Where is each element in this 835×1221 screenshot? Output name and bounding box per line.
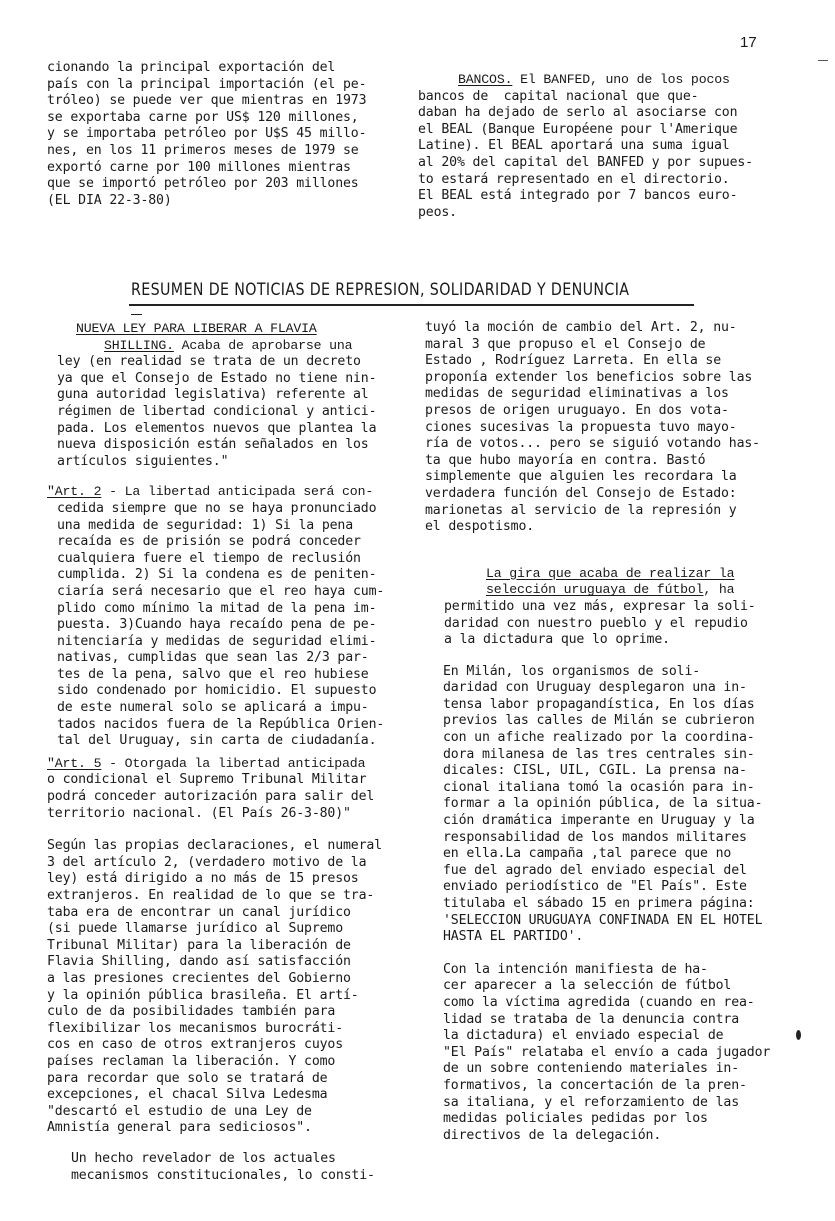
article1-body: ley (en realidad se trata de un decreto ya que el Consejo de Estado no tiene nin- guna autoridad legislativa) referente al régimen de libertad condicional y antici- pada. Los elementos nuevos que plantea la nueva disposición están señalados en los artículos siguientes." — [57, 354, 377, 469]
bancos-heading: BANCOS. — [458, 72, 513, 87]
gira-body: permitido una vez más, expresar la soli- daridad con nuestro pueblo y el repudio a la dictadura que lo oprime. — [444, 598, 756, 648]
left-column — [47, 321, 392, 1184]
article1-line2: Acaba de aprobarse una — [173, 337, 353, 353]
gira-title-line1: La gira que acaba de realizar la — [486, 565, 735, 581]
bancos-body: bancos de capital nacional que que- daban ha dejado de serlo al asociarse con el BEAL (Banque Européene pour l'Amerique Latine). El BEAL aportará una suma igual al 20% del capital del BANFED y por supues- to estará representado en el directorio. El BEAL está integrado por 7 bancos euro- peos. — [418, 88, 753, 220]
continuation-paragraph: tuyó la moción de cambio del Art. 2, nu- maral 3 que propuso el el Consejo de Estado , Rodríguez Larreta. En ella se proponía extender los beneficios sobre las medidas de seguridad eliminativas a los presos de origen uruguayo. En dos vota- ciones sucesivas la propuesta tuvo mayo- ría de votos... pero se siguió votando has- ta que hubo mayoría en contra. Bastó simplemente que alguien les recordara la verdadera función del Consejo de Estado: marionetas al servicio de la represión y el despotismo. — [425, 320, 760, 535]
gira-title-line2: selección uruguaya de fútbol — [486, 582, 704, 598]
article1-title-line1: NUEVA LEY PARA LIBERAR A FLAVIA — [76, 321, 317, 336]
edge-mark — [818, 60, 828, 61]
page-number: 17 — [740, 34, 757, 51]
article1-title-line2: SHILLING. — [104, 337, 174, 353]
right-column — [425, 320, 820, 1144]
art5-body: o condicional el Supremo Tribunal Militar podrá conceder autorización para salir del territorio nacional. (El País 26-3-80)" — [47, 772, 375, 821]
section-title-dash — [131, 314, 142, 315]
bancos-line1: El BANFED, uno de los pocos — [512, 72, 730, 87]
art5-label: "Art. 5 — [47, 755, 102, 771]
section-title: RESUMEN DE NOTICIAS DE REPRESION, SOLIDARIDAD Y DENUNCIA — [131, 280, 630, 300]
ink-mark — [796, 1030, 801, 1040]
closing-paragraph: Un hecho revelador de los actuales mecanismos constitucionales, lo consti- — [71, 1150, 375, 1183]
analysis-paragraph: Según las propias declaraciones, el numeral 3 del artículo 2, (verdadero motivo de la ley) está dirigido a no más de 15 presos extranjeros. En realidad de lo que se tra- taba era de encontrar un canal jurídico (si puede llamarse jurídico al Supremo Tribunal Militar) para la liberación de Flavia Shilling, dando así satisfacción a las presiones crecientes del Gobierno y la opinión pública brasileña. El artí- culo de da posibilidades también para flexibilizar los mecanismos burocráti- cos en caso de otros extranjeros cuyos países reclaman la liberación. Y como para recordar que solo se tratará de excepciones, el chacal Silva Ledesma "descartó el estudio de una Ley de Amnistía general para sediciosos". — [47, 838, 382, 1136]
bancos-article — [418, 72, 753, 221]
milan-paragraph: En Milán, los organismos de soli- daridad con Uruguay desplegaron una in- tensa labor propagandística, En los días previos las calles de Milán se cubrieron con un afiche realizado por la coordina- dora milanesa de las tres centrales sin- dicales: CISL, UIL, CGIL. La prensa na- cional italiana tomó la ocasión para in- formar a la opinión pública, de la situa- ción dramática imperante en Uruguay y la responsabilidad de los mandos militares en ella.La campaña ,tal parece que no fue del agrado del enviado especial del enviado periodístico de "El País". Este titulaba el sábado 15 en primera página: 'SELECCION URUGUAYA CONFINADA EN EL HOTEL HASTA EL PARTIDO'. — [443, 663, 763, 945]
section-title-underline — [129, 304, 694, 306]
art2-label: "Art. 2 — [47, 484, 102, 500]
art2-line1: - La libertad anticipada será con- — [101, 484, 374, 500]
intencion-paragraph: Con la intención manifiesta de ha- cer aparecer a la selección de fútbol como la víctima agredida (cuando en rea- lidad se trataba de la denuncia contra la dictadura) el enviado especial de "El País" relataba el envío a cada jugador de un sobre conteniendo materiales in- formativos, la concertación de la pren- sa italiana, y el reforzamiento de las medidas policiales pedidas por los directivos de la delegación. — [443, 961, 771, 1143]
gira-line2: , ha — [703, 582, 735, 598]
art5-line1: - Otorgada la libertad anticipada — [101, 755, 366, 771]
top-left-paragraph: cionando la principal exportación del país con la principal importación (el pe- tróleo) se puede ver que mientras en 1973 se exportaba carne por US$ 120 millones, y se importaba petróleo por U$S 45 millo- nes, en los 11 primeros meses de 1979 se exportó carne por 100 millones mientras que se importó petróleo por 203 millones (EL DIA 22-3-80) — [47, 60, 367, 208]
art2-body: cedida siempre que no se haya pronunciado una medida de seguridad: 1) Si la pena recaída es de prisión se podrá conceder cualquiera fuere el tiempo de reclusión cumplida. 2) Si la condena es de peniten- ciaría será necesario que el reo haya cum- plido como mínimo la mitad de la pena im- puesta. 3)Cuando haya recaído pena de pe- nitenciaría y medidas de seguridad elimi- nativas, cumplidas que sean las 2/3 par- tes de la pena, salvo que el reo hubiese sido condenado por homicidio. El supuesto de este numeral solo se aplicará a impu- tados nacidos fuera de la República Orien- tal del Uruguay, sin carta de ciudadanía. — [57, 500, 385, 749]
